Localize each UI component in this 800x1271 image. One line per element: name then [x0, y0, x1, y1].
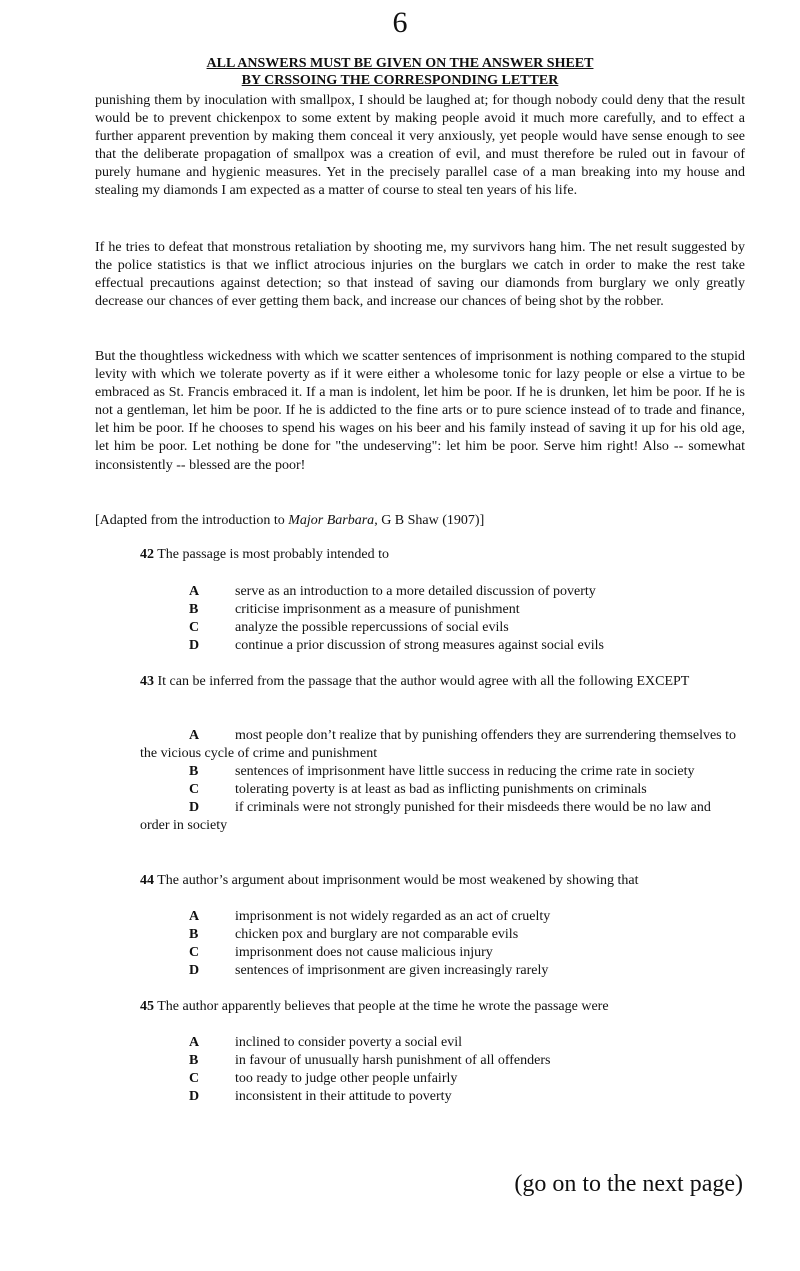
question-number: 42	[140, 547, 154, 562]
instruction-line-2: BY CRSSOING THE CORRESPONDING LETTER	[241, 73, 559, 88]
question-text: The passage is most probably intended to	[154, 547, 389, 562]
option-a[interactable]	[189, 1034, 550, 1052]
option-text: most people don’t realize that by punishing offenders they are surrendering themselves to the vicious cycle of crime and punishment	[140, 728, 737, 762]
citation-title: Major Barbara	[288, 513, 375, 528]
citation-prefix: [Adapted from the introduction to	[95, 513, 289, 528]
option-a[interactable]	[189, 908, 550, 926]
instruction-line-1: ALL ANSWERS MUST BE GIVEN ON THE ANSWER SHEET	[206, 56, 594, 71]
passage-citation	[95, 512, 484, 530]
question-44-stem	[140, 872, 740, 890]
question-44-options	[189, 908, 550, 980]
question-number: 45	[140, 999, 154, 1014]
option-text: inclined to consider poverty a social evil	[235, 1035, 463, 1050]
option-letter: B	[189, 764, 199, 780]
option-letter: A	[189, 728, 200, 743]
option-letter: A	[189, 584, 200, 599]
option-letter: C	[189, 782, 200, 798]
option-letter: C	[189, 945, 200, 961]
option-b[interactable]	[189, 926, 550, 944]
question-text: The author’s argument about imprisonment would be most weakened by showing that	[154, 873, 639, 888]
question-number: 44	[140, 873, 154, 888]
option-b[interactable]	[189, 601, 604, 619]
option-text: if criminals were not strongly punished for their misdeeds there would be no law and order in society	[140, 800, 711, 834]
option-a[interactable]	[140, 727, 740, 763]
instruction-header	[0, 55, 800, 89]
passage-paragraph-2: If he tries to defeat that monstrous retaliation by shooting me, my survivors hang him. The net result suggested by the police statistics is that we inflict atrocious injuries on the burglars we catch in order to make the rest take effectual precautions against detection; so that instead of saving our diamonds from burglary we only greatly decrease our chances of ever getting them back, and increase our chances of being shot by the robber.	[95, 240, 745, 310]
question-number: 43	[140, 674, 154, 689]
question-43-options	[140, 727, 740, 836]
option-text: inconsistent in their attitude to poverty	[235, 1089, 452, 1105]
option-letter: D	[189, 800, 200, 816]
question-text: It can be inferred from the passage that the author would agree with all the following EXCEPT	[154, 674, 690, 689]
question-45-options	[189, 1034, 550, 1106]
question-43-stem	[95, 673, 735, 691]
option-text: in favour of unusually harsh punishment of all offenders	[235, 1053, 551, 1069]
option-text: imprisonment does not cause malicious injury	[235, 945, 493, 961]
option-d[interactable]	[189, 637, 604, 655]
citation-suffix: , G B Shaw (1907)]	[374, 513, 485, 528]
option-letter: D	[189, 963, 200, 979]
option-c[interactable]	[189, 944, 550, 962]
option-text: criticise imprisonment as a measure of punishment	[235, 602, 520, 618]
next-page-note: (go on to the next page)	[514, 1171, 743, 1197]
option-letter: A	[189, 1035, 200, 1050]
option-letter: B	[189, 1053, 199, 1069]
option-letter: D	[189, 1089, 200, 1105]
passage-paragraph-3: But the thoughtless wickedness with which we scatter sentences of imprisonment is nothing compared to the stupid levity with which we tolerate poverty as if it were either a wholesome tonic for lazy people or else a virtue to be embraced as St. Francis embraced it. If a man is indolent, let him be poor. If he is drunken, let him be poor. If he is not a gentleman, let him be poor. If he is addicted to the fine arts or to pure science instead of to trade and finance, let him be poor. If he chooses to spend his wages on his beer and his family instead of saving it up for his old age, let him be poor. Let nothing be done for "the undeserving": let him be poor. Serve him right! Also -- somewhat inconsistently -- blessed are the poor!	[95, 349, 745, 473]
question-42-options	[189, 583, 604, 655]
option-text: tolerating poverty is at least as bad as inflicting punishments on criminals	[235, 782, 647, 798]
option-text: chicken pox and burglary are not comparable evils	[235, 927, 519, 943]
question-45-stem	[140, 998, 740, 1016]
option-letter: B	[189, 602, 199, 618]
option-b[interactable]	[189, 1052, 550, 1070]
option-c[interactable]	[189, 1070, 550, 1088]
option-text: imprisonment is not widely regarded as an act of cruelty	[235, 909, 551, 924]
option-d[interactable]	[140, 799, 740, 835]
option-letter: A	[189, 909, 200, 924]
option-d[interactable]	[189, 962, 550, 980]
option-text: too ready to judge other people unfairly	[235, 1071, 458, 1087]
option-text: continue a prior discussion of strong measures against social evils	[235, 638, 604, 654]
option-d[interactable]	[189, 1088, 550, 1106]
option-letter: B	[189, 927, 199, 943]
option-text: serve as an introduction to a more detailed discussion of poverty	[235, 584, 596, 599]
option-letter: C	[189, 620, 200, 636]
option-c[interactable]	[140, 781, 740, 799]
question-42-stem	[140, 546, 740, 564]
option-text: sentences of imprisonment are given increasingly rarely	[235, 963, 549, 979]
option-text: sentences of imprisonment have little success in reducing the crime rate in society	[235, 764, 695, 780]
option-b[interactable]	[140, 763, 740, 781]
option-letter: C	[189, 1071, 200, 1087]
option-c[interactable]	[189, 619, 604, 637]
question-text: The author apparently believes that people at the time he wrote the passage were	[154, 999, 609, 1014]
option-text: analyze the possible repercussions of social evils	[235, 620, 509, 636]
passage-paragraph-1: punishing them by inoculation with smallpox, I should be laughed at; for though nobody could deny that the result would be to prevent chickenpox to some extent by making people avoid it much more carefully, and to effect a further apparent prevention by making them conceal it very anxiously, yet people would have sense enough to see that the deliberate propagation of smallpox was a creation of evil, and must therefore be ruled out in favour of purely humane and hygienic measures. Yet in the precisely parallel case of a man breaking into my house and stealing my diamonds I am expected as a matter of course to steal ten years of his life.	[95, 93, 745, 199]
page-number: 6	[392, 6, 408, 39]
option-a[interactable]	[189, 583, 604, 601]
option-letter: D	[189, 638, 200, 654]
